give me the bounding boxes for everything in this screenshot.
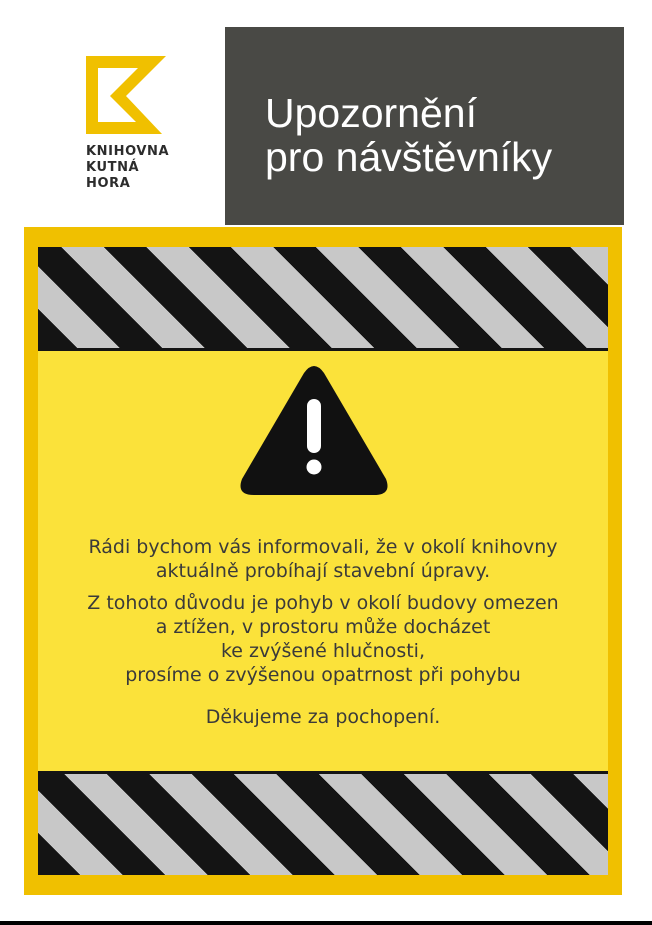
- page-border: [0, 921, 652, 925]
- logo-text: [86, 144, 196, 192]
- notice-line: prosíme o zvýšenou opatrnost při pohybu: [125, 664, 521, 686]
- thanks-text: Děkujeme za pochopení.: [205, 706, 441, 728]
- notice-panel: [38, 247, 608, 875]
- notice-line: aktuálně probíhají stavební úpravy.: [155, 560, 491, 582]
- notice-paragraph: [38, 535, 608, 583]
- notice-line: ke zvýšené hlučnosti,: [220, 640, 426, 662]
- notice-line: Z tohoto důvodu je pohyb v okolí budovy omezen: [87, 592, 559, 614]
- title-banner: [225, 27, 624, 225]
- notice-message: [38, 535, 608, 737]
- logo-k-mark-icon: [86, 56, 166, 136]
- logo-line: KUTNÁ: [86, 160, 140, 175]
- logo-line: KNIHOVNA: [86, 144, 170, 159]
- hazard-stripes-bottom: [38, 771, 608, 875]
- logo-line: HORA: [86, 176, 131, 191]
- notice-line: Rádi bychom vás informovali, že v okolí knihovny: [88, 536, 558, 558]
- title-line: pro návštěvníky: [265, 134, 553, 180]
- hazard-stripes-top: [38, 247, 608, 351]
- notice-paragraph: [38, 591, 608, 687]
- page-title: [265, 91, 552, 179]
- notice-frame: [24, 227, 622, 895]
- library-logo: [86, 56, 196, 192]
- title-line: Upozornění: [265, 90, 477, 136]
- notice-line: a ztížen, v prostoru může docházet: [155, 616, 491, 638]
- warning-triangle-icon: [238, 363, 390, 501]
